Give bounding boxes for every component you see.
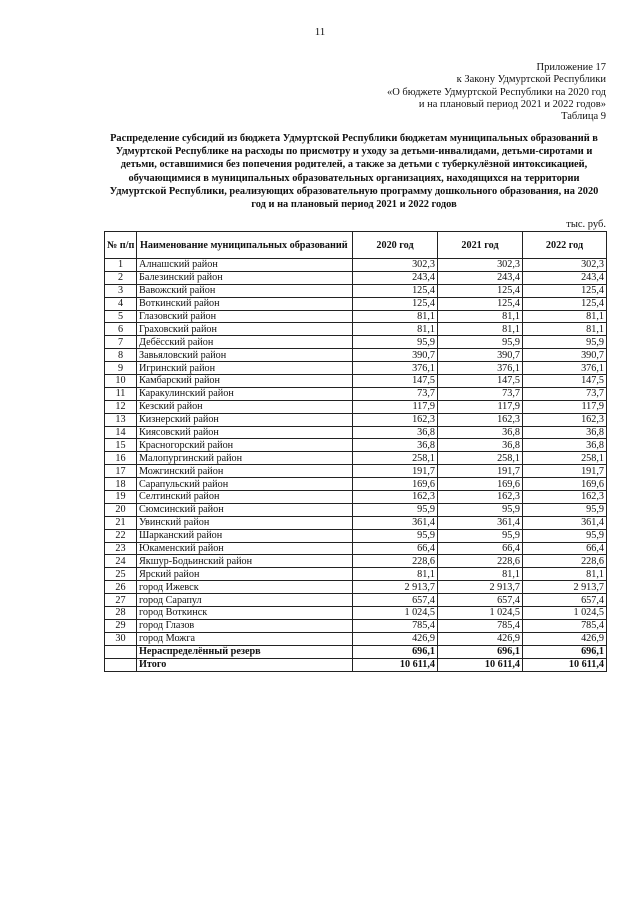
value-2022: 10 611,4 [523, 658, 607, 671]
municipality-name: Якшур-Бодьинский район [137, 555, 353, 568]
value-2022: 36,8 [523, 439, 607, 452]
value-2021: 162,3 [438, 491, 523, 504]
value-2021: 81,1 [438, 568, 523, 581]
municipality-name: Глазовский район [137, 310, 353, 323]
row-number: 22 [105, 529, 137, 542]
value-2022: 117,9 [523, 400, 607, 413]
value-2022: 169,6 [523, 478, 607, 491]
value-2021: 81,1 [438, 323, 523, 336]
table-row [105, 594, 607, 607]
value-2022: 36,8 [523, 426, 607, 439]
document-title: Распределение субсидий из бюджета Удмуртской Республики бюджетам муниципальных образований в Удмуртской Республике на расходы по присмотру и уходу за детьми-инвалидами, детьми-сиротами и детьми, оставшимися без попечения родителей, а также за детьми с туберкулёзной интоксикацией, обучающимися в муниципальных образовательных организациях, находящихся на территории Удмуртской Республики, реализующих образовательную программу дошкольного образования, на 2020 год и на плановый период 2021 и 2022 годов [109, 133, 599, 211]
row-number: 10 [105, 375, 137, 388]
municipality-name: Сарапульский район [137, 478, 353, 491]
value-2021: 95,9 [438, 503, 523, 516]
row-number: 17 [105, 465, 137, 478]
row-number: 29 [105, 619, 137, 632]
row-number: 3 [105, 284, 137, 297]
table-row [105, 607, 607, 620]
table-row [105, 478, 607, 491]
value-2020: 657,4 [353, 594, 438, 607]
value-2021: 81,1 [438, 310, 523, 323]
value-2021: 10 611,4 [438, 658, 523, 671]
reserve-row [105, 645, 607, 658]
value-2020: 95,9 [353, 336, 438, 349]
municipality-name: Граховский район [137, 323, 353, 336]
value-2021: 191,7 [438, 465, 523, 478]
value-2022: 302,3 [523, 259, 607, 272]
appendix-header [246, 62, 606, 123]
value-2020: 10 611,4 [353, 658, 438, 671]
row-number: 6 [105, 323, 137, 336]
table-row [105, 271, 607, 284]
table-row [105, 387, 607, 400]
value-2020: 785,4 [353, 619, 438, 632]
unit-label: тыс. руб. [566, 219, 606, 230]
value-2020: 73,7 [353, 387, 438, 400]
row-number: 16 [105, 452, 137, 465]
value-2020: 696,1 [353, 645, 438, 658]
table-row [105, 632, 607, 645]
value-2020: 81,1 [353, 568, 438, 581]
value-2020: 36,8 [353, 439, 438, 452]
value-2021: 657,4 [438, 594, 523, 607]
table-body [105, 259, 607, 672]
value-2020: 258,1 [353, 452, 438, 465]
header-name: Наименование муниципальных образований [137, 232, 353, 259]
row-number: 26 [105, 581, 137, 594]
value-2022: 657,4 [523, 594, 607, 607]
value-2020: 376,1 [353, 362, 438, 375]
value-2022: 426,9 [523, 632, 607, 645]
row-number: 4 [105, 297, 137, 310]
value-2022: 258,1 [523, 452, 607, 465]
value-2021: 66,4 [438, 542, 523, 555]
law-title: «О бюджете Удмуртской Республики на 2020 год [386, 86, 606, 98]
table-row [105, 362, 607, 375]
value-2022: 228,6 [523, 555, 607, 568]
value-2022: 95,9 [523, 529, 607, 542]
row-number: 18 [105, 478, 137, 491]
row-number [105, 645, 137, 658]
municipality-name: город Сарапул [137, 594, 353, 607]
value-2022: 81,1 [523, 310, 607, 323]
value-2020: 117,9 [353, 400, 438, 413]
row-number: 27 [105, 594, 137, 607]
value-2021: 228,6 [438, 555, 523, 568]
row-number: 20 [105, 503, 137, 516]
row-number: 28 [105, 607, 137, 620]
value-2020: 426,9 [353, 632, 438, 645]
value-2021: 73,7 [438, 387, 523, 400]
table-row [105, 284, 607, 297]
municipality-name: Балезинский район [137, 271, 353, 284]
municipality-name: город Воткинск [137, 607, 353, 620]
value-2021: 390,7 [438, 349, 523, 362]
row-number: 30 [105, 632, 137, 645]
value-2020: 162,3 [353, 491, 438, 504]
table-row [105, 426, 607, 439]
table-row [105, 439, 607, 452]
value-2020: 81,1 [353, 323, 438, 336]
value-2020: 125,4 [353, 297, 438, 310]
value-2022: 162,3 [523, 413, 607, 426]
table-row [105, 619, 607, 632]
row-number: 9 [105, 362, 137, 375]
value-2022: 66,4 [523, 542, 607, 555]
value-2022: 147,5 [523, 375, 607, 388]
value-2022: 73,7 [523, 387, 607, 400]
municipality-name: Селтинский район [137, 491, 353, 504]
municipality-name: Алнашский район [137, 259, 353, 272]
value-2021: 302,3 [438, 259, 523, 272]
value-2020: 81,1 [353, 310, 438, 323]
value-2022: 361,4 [523, 516, 607, 529]
table-row [105, 349, 607, 362]
value-2022: 95,9 [523, 503, 607, 516]
value-2020: 95,9 [353, 529, 438, 542]
municipality-name: город Ижевск [137, 581, 353, 594]
row-number: 21 [105, 516, 137, 529]
value-2022: 243,4 [523, 271, 607, 284]
value-2021: 117,9 [438, 400, 523, 413]
value-2022: 95,9 [523, 336, 607, 349]
table-row [105, 568, 607, 581]
municipality-name: Воткинский район [137, 297, 353, 310]
value-2021: 696,1 [438, 645, 523, 658]
table-row [105, 310, 607, 323]
table-row [105, 465, 607, 478]
value-2021: 785,4 [438, 619, 523, 632]
value-2022: 376,1 [523, 362, 607, 375]
value-2020: 228,6 [353, 555, 438, 568]
table-row [105, 323, 607, 336]
value-2022: 1 024,5 [523, 607, 607, 620]
municipality-name: Шарканский район [137, 529, 353, 542]
value-2020: 302,3 [353, 259, 438, 272]
value-2020: 361,4 [353, 516, 438, 529]
row-number [105, 658, 137, 671]
value-2022: 162,3 [523, 491, 607, 504]
municipality-name: Итого [137, 658, 353, 671]
value-2022: 696,1 [523, 645, 607, 658]
row-number: 2 [105, 271, 137, 284]
value-2020: 95,9 [353, 503, 438, 516]
municipality-name: Дебёсский район [137, 336, 353, 349]
table-row [105, 491, 607, 504]
table-row [105, 516, 607, 529]
row-number: 23 [105, 542, 137, 555]
table-label: Таблица 9 [561, 111, 606, 123]
value-2021: 95,9 [438, 336, 523, 349]
value-2020: 162,3 [353, 413, 438, 426]
value-2020: 1 024,5 [353, 607, 438, 620]
municipality-name: Красногорский район [137, 439, 353, 452]
law-reference: к Закону Удмуртской Республики [456, 74, 606, 86]
header-number: № п/п [105, 232, 137, 259]
value-2022: 125,4 [523, 297, 607, 310]
value-2021: 361,4 [438, 516, 523, 529]
value-2020: 243,4 [353, 271, 438, 284]
table-row [105, 336, 607, 349]
table-row [105, 452, 607, 465]
value-2021: 147,5 [438, 375, 523, 388]
value-2020: 147,5 [353, 375, 438, 388]
value-2021: 162,3 [438, 413, 523, 426]
municipality-name: Можгинский район [137, 465, 353, 478]
value-2022: 785,4 [523, 619, 607, 632]
row-number: 5 [105, 310, 137, 323]
value-2021: 125,4 [438, 297, 523, 310]
municipality-name: Юкаменский район [137, 542, 353, 555]
table-header-row [105, 232, 607, 259]
table-row [105, 297, 607, 310]
value-2022: 191,7 [523, 465, 607, 478]
value-2020: 125,4 [353, 284, 438, 297]
municipality-name: Вавожский район [137, 284, 353, 297]
table-row [105, 375, 607, 388]
municipality-name: Игринский район [137, 362, 353, 375]
municipality-name: Малопургинский район [137, 452, 353, 465]
table-row [105, 503, 607, 516]
value-2020: 2 913,7 [353, 581, 438, 594]
value-2021: 2 913,7 [438, 581, 523, 594]
value-2021: 376,1 [438, 362, 523, 375]
table-row [105, 259, 607, 272]
municipality-name: Завьяловский район [137, 349, 353, 362]
municipality-name: Каракулинский район [137, 387, 353, 400]
table-row [105, 542, 607, 555]
value-2022: 125,4 [523, 284, 607, 297]
row-number: 24 [105, 555, 137, 568]
value-2022: 81,1 [523, 568, 607, 581]
municipality-name: Кезский район [137, 400, 353, 413]
header-2020: 2020 год [353, 232, 438, 259]
row-number: 15 [105, 439, 137, 452]
value-2022: 390,7 [523, 349, 607, 362]
municipality-name: Камбарский район [137, 375, 353, 388]
value-2021: 36,8 [438, 439, 523, 452]
row-number: 11 [105, 387, 137, 400]
value-2021: 258,1 [438, 452, 523, 465]
table-row [105, 581, 607, 594]
municipality-name: Сюмсинский район [137, 503, 353, 516]
value-2021: 243,4 [438, 271, 523, 284]
row-number: 13 [105, 413, 137, 426]
value-2021: 1 024,5 [438, 607, 523, 620]
subsidy-table [104, 231, 607, 672]
header-2021: 2021 год [438, 232, 523, 259]
value-2020: 191,7 [353, 465, 438, 478]
municipality-name: Кизнерский район [137, 413, 353, 426]
municipality-name: Нераспределённый резерв [137, 645, 353, 658]
row-number: 14 [105, 426, 137, 439]
table-row [105, 400, 607, 413]
row-number: 19 [105, 491, 137, 504]
value-2020: 390,7 [353, 349, 438, 362]
value-2020: 66,4 [353, 542, 438, 555]
value-2021: 169,6 [438, 478, 523, 491]
value-2021: 426,9 [438, 632, 523, 645]
table-row [105, 555, 607, 568]
row-number: 12 [105, 400, 137, 413]
header-2022: 2022 год [523, 232, 607, 259]
value-2022: 81,1 [523, 323, 607, 336]
municipality-name: Ярский район [137, 568, 353, 581]
value-2021: 125,4 [438, 284, 523, 297]
municipality-name: город Глазов [137, 619, 353, 632]
row-number: 1 [105, 259, 137, 272]
value-2021: 95,9 [438, 529, 523, 542]
municipality-name: Увинский район [137, 516, 353, 529]
value-2021: 36,8 [438, 426, 523, 439]
row-number: 7 [105, 336, 137, 349]
row-number: 8 [105, 349, 137, 362]
value-2022: 2 913,7 [523, 581, 607, 594]
row-number: 25 [105, 568, 137, 581]
table-row [105, 413, 607, 426]
law-title-continued: и на плановый период 2021 и 2022 годов» [418, 98, 606, 110]
appendix-label: Приложение 17 [536, 62, 606, 73]
total-row [105, 658, 607, 671]
value-2020: 36,8 [353, 426, 438, 439]
value-2020: 169,6 [353, 478, 438, 491]
municipality-name: город Можга [137, 632, 353, 645]
municipality-name: Киясовский район [137, 426, 353, 439]
page-number: 11 [314, 26, 326, 38]
table-row [105, 529, 607, 542]
